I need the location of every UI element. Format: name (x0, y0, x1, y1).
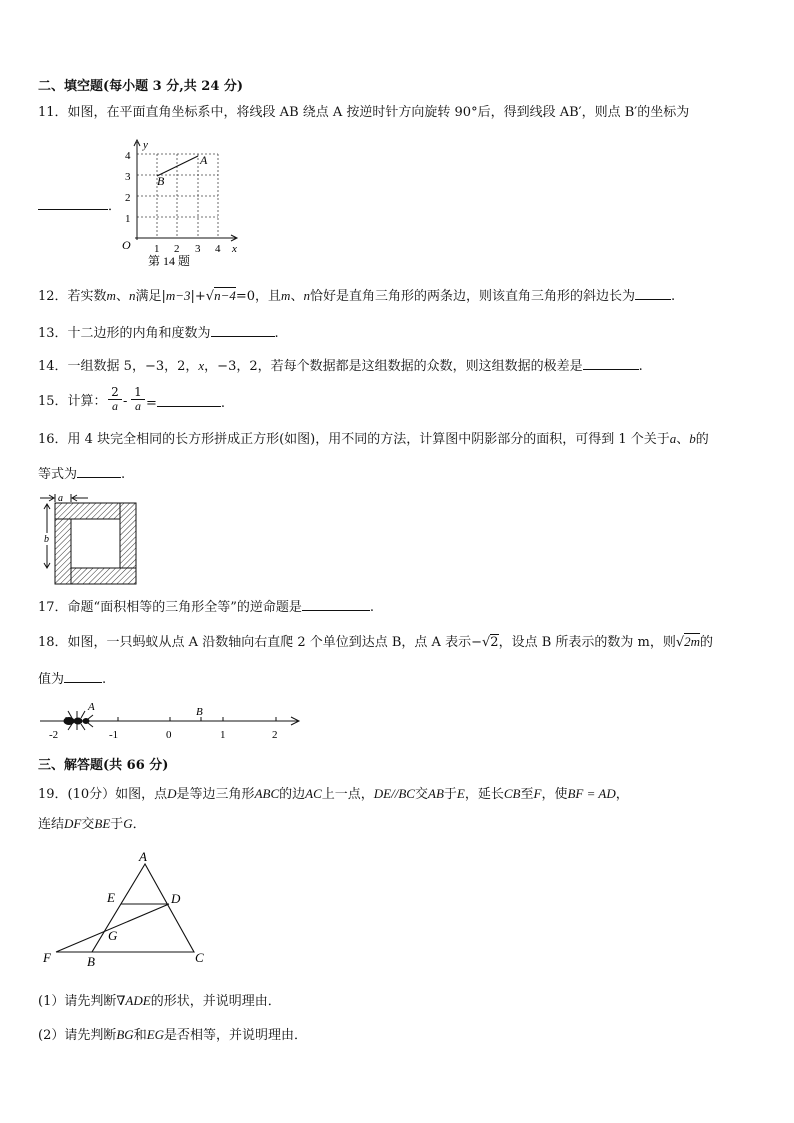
point-a-label: A (200, 153, 208, 167)
var: BC (398, 786, 415, 801)
origin-label: O (122, 238, 131, 252)
section-heading-solve: 三、解答题(共 66 分) (38, 758, 169, 773)
q15-part: 15．计算： (38, 394, 107, 409)
x-tick: 1 (154, 243, 160, 255)
var-n: n (303, 288, 310, 303)
q19-part: 交 (81, 817, 95, 832)
punctuation: . (102, 672, 107, 687)
q14-part: 14．一组数据 5，−3，2， (38, 359, 199, 374)
q19-part: 至 (520, 787, 534, 802)
y-axis-label: y (143, 139, 148, 151)
answer-blank[interactable] (635, 287, 671, 300)
minus-sign: - (123, 394, 128, 409)
q19-part: 和 (133, 1028, 147, 1043)
label-f: F (43, 950, 51, 965)
question-11-answer-line (38, 197, 121, 215)
answer-blank[interactable] (157, 394, 221, 407)
question-19-line-1 (38, 786, 629, 803)
tick-label: 0 (166, 729, 172, 741)
q16-part: 16．用 4 块完全相同的长方形拼成正方形(如图)，用不同的方法，计算图中阴影部分的面积，可得到 1 个关于 (38, 432, 670, 447)
q19-part: ，延长 (464, 787, 504, 802)
q12-part: |+ (190, 289, 206, 304)
q19-part: 的边 (279, 787, 306, 802)
q16-part: 、 (676, 432, 690, 447)
label-g: G (108, 928, 118, 943)
tick-label: -2 (49, 729, 59, 741)
label-a: a (58, 493, 63, 504)
question-13-text (38, 324, 279, 342)
punctuation: . (638, 359, 643, 374)
q18-part: ，设点 B 所表示的数为 m，则 (498, 635, 676, 650)
question-12-text (38, 287, 675, 305)
var-m: m (106, 288, 116, 303)
var: F (533, 786, 542, 801)
var-b: b (689, 431, 696, 446)
label-b: b (44, 534, 49, 545)
point-a-label: A (88, 701, 95, 713)
segment-ab (157, 156, 198, 176)
square-figure (36, 489, 144, 587)
var: EG (146, 1027, 165, 1042)
question-15-answer (146, 394, 225, 412)
x-tick: 4 (215, 243, 221, 255)
q18-part: 18．如图，一只蚂蚁从点 A 沿数轴向右直爬 2 个单位到达点 B，点 A 表示 (38, 635, 472, 650)
tick-label: -1 (109, 729, 119, 741)
q19-part: ． (132, 817, 146, 832)
q19-part: 的形状，并说明理由． (150, 994, 281, 1009)
q12-part: 、 (115, 289, 129, 304)
q16-part: 的 (695, 432, 709, 447)
tick-label: 1 (220, 729, 226, 741)
var-a: a (669, 431, 677, 446)
fraction-2-over-a (108, 386, 122, 413)
answer-blank[interactable] (583, 357, 639, 370)
q19-part: 是否相等，并说明理由． (164, 1028, 308, 1043)
y-tick: 2 (125, 192, 131, 204)
answer-blank[interactable] (211, 324, 275, 337)
answer-blank[interactable] (64, 670, 102, 683)
punctuation: . (369, 600, 374, 615)
equals-sign: = (146, 396, 157, 411)
var: CB (503, 786, 521, 801)
sqrt-symbol: √ (675, 635, 685, 650)
punctuation: . (274, 326, 279, 341)
answer-blank[interactable] (77, 465, 121, 478)
punctuation: ． (108, 199, 122, 214)
punctuation: . (670, 289, 676, 304)
number-line-figure (36, 696, 308, 744)
numerator: 1 (134, 385, 142, 399)
figure-caption: 第 14 题 (148, 254, 191, 268)
var: BF = AD (567, 786, 616, 801)
var: BG (116, 1027, 134, 1042)
inner-square (71, 519, 120, 568)
x-tick: 2 (174, 243, 180, 255)
q19-part: 连结 (38, 817, 65, 832)
q12-part: 、 (290, 289, 304, 304)
var-n: n (128, 288, 136, 303)
label-e: E (107, 890, 115, 905)
y-tick: 1 (125, 213, 131, 225)
q12-part: =0，且 (235, 289, 282, 304)
q19-part: 交 (414, 787, 428, 802)
label-c: C (195, 950, 204, 965)
var: AB (428, 786, 444, 801)
question-18-text (38, 634, 713, 651)
tick-label: 2 (272, 729, 278, 741)
triangle-figure (38, 846, 218, 972)
point-b-label: B (157, 174, 165, 188)
question-11-text: 11．如图，在平面直角坐标系中，将线段 AB 绕点 A 按逆时针方向旋转 90°后，得到线段 AB′，则点 B′的坐标为 (38, 105, 690, 120)
q17-part: 17．命题“面积相等的三角形全等”的逆命题是 (38, 600, 302, 615)
question-19-sub-2 (38, 1027, 307, 1044)
question-16-line-2 (38, 465, 125, 483)
var: D (167, 786, 177, 801)
denominator: a (108, 399, 122, 413)
question-16-text (38, 431, 709, 448)
question-19-sub-1 (38, 993, 281, 1010)
y-tick: 4 (125, 150, 131, 162)
sqrt-symbol: √ (205, 289, 215, 304)
q19-part: (2）请先判断 (38, 1028, 117, 1043)
sqrt-expression: n−4 (214, 288, 236, 303)
var: ∇ADE (116, 993, 151, 1008)
var: DF (64, 816, 82, 831)
answer-blank[interactable] (302, 598, 370, 611)
question-19-line-2 (38, 816, 146, 833)
q18-part: 的 (700, 635, 714, 650)
question-17-text (38, 598, 374, 616)
sqrt-2m: 2m (684, 634, 701, 649)
ant-icon (64, 711, 93, 730)
parallel-symbol: // (391, 786, 399, 801)
q19-part: (1）请先判断 (38, 994, 117, 1009)
answer-blank[interactable] (38, 197, 108, 210)
point-b-label: B (196, 706, 203, 718)
var: E (456, 786, 465, 801)
label-d: D (171, 891, 181, 906)
label-b: B (87, 954, 95, 969)
denominator: a (131, 399, 145, 413)
var: AC (305, 786, 322, 801)
q12-part: 满足| (135, 289, 166, 304)
sqrt-2: 2 (490, 635, 499, 650)
q16-part: 等式为 (38, 467, 78, 482)
y-tick: 3 (125, 171, 131, 183)
abs-expression: m−3 (165, 288, 191, 303)
q19-part: 于 (443, 787, 457, 802)
minus-sign: − (471, 635, 482, 650)
q12-part: 恰好是直角三角形的两条边，则该直角三角形的斜边长为 (309, 289, 635, 304)
x-tick: 3 (195, 243, 201, 255)
question-18-line-2 (38, 670, 106, 688)
q13-part: 13．十二边形的内角和度数为 (38, 326, 211, 341)
q18-part: 值为 (38, 672, 65, 687)
q19-part: ， (615, 787, 629, 802)
section-heading-fill-in: 二、填空题(每小题 3 分,共 24 分) (38, 79, 244, 94)
q19-part: 19．(10分）如图，点 (38, 787, 168, 802)
q14-part: ，−3，2，若每个数据都是这组数据的众数，则这组数据的极差是 (204, 359, 583, 374)
var-m: m (281, 288, 291, 303)
var: ABC (254, 786, 280, 801)
var: G (123, 816, 133, 831)
coordinate-grid-figure (110, 136, 260, 272)
var-x: x (198, 358, 205, 373)
punctuation: . (121, 467, 126, 482)
q19-part: ，使 (541, 787, 568, 802)
q19-part: 是等边三角形 (176, 787, 255, 802)
punctuation: . (220, 396, 226, 411)
x-axis-label: x (232, 243, 237, 255)
q12-part: 12．若实数 (38, 289, 107, 304)
sqrt-symbol: √ (481, 635, 491, 650)
q19-part: 于 (110, 817, 124, 832)
q19-part: 上一点， (321, 787, 374, 802)
fraction-1-over-a (131, 386, 145, 413)
var: DE (373, 786, 392, 801)
var: BE (94, 816, 111, 831)
numerator: 2 (111, 385, 119, 399)
label-a: A (139, 849, 147, 864)
question-14-text (38, 357, 643, 375)
question-15-text (38, 394, 107, 410)
